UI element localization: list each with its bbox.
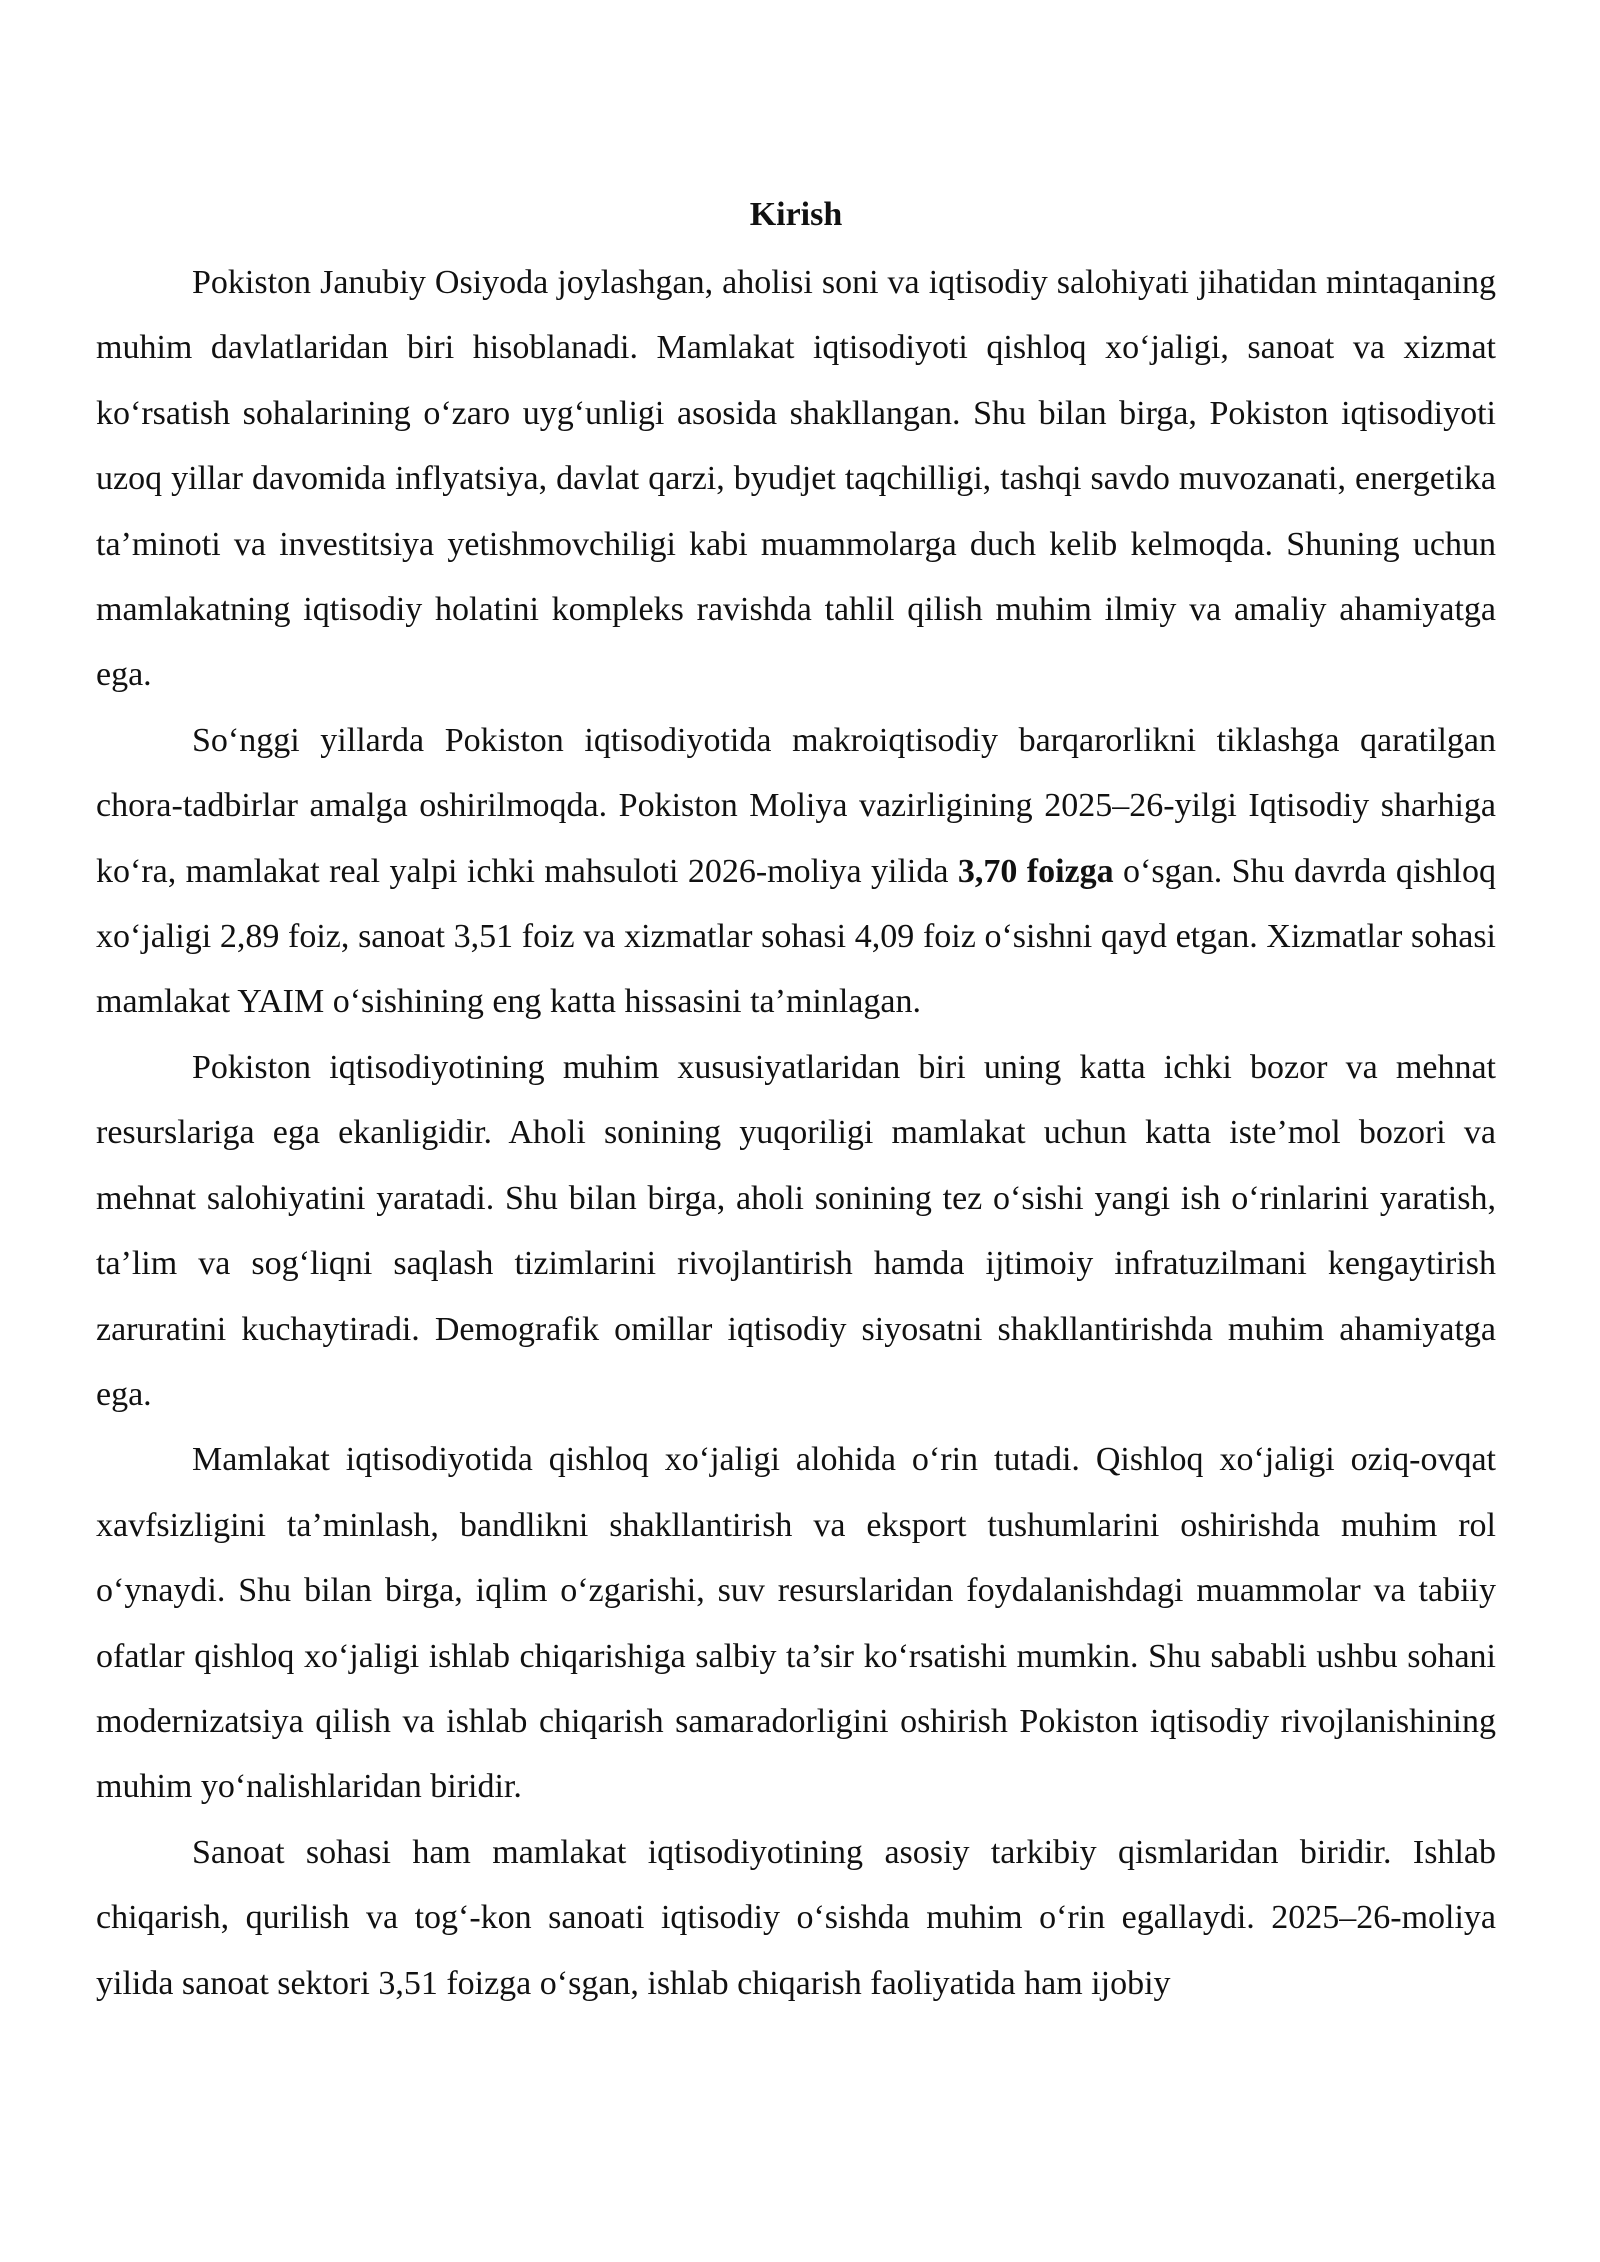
gdp-growth-figure: 3,70 foizga: [957, 852, 1114, 890]
paragraph-industry: Sanoat sohasi ham mamlakat iqtisodiyotining asosiy tarkibiy qismlaridan biridir. Ishlab chiqarish, qurilish va tog‘-kon sanoati iqtisodiy o‘sishda muhim o‘rin egallaydi. 2025–26-moliya yilida sanoat sektori 3,51 foizga o‘sgan, ishlab chiqarish faoliyatida ham ijobiy: [96, 1833, 1496, 2002]
section-heading: Kirish: [749, 196, 843, 233]
paragraph-gdp-growth: [96, 708, 1496, 1035]
paragraph-agriculture: Mamlakat iqtisodiyotida qishloq xo‘jaligi alohida o‘rin tutadi. Qishloq xo‘jaligi oziq-ovqat xavfsizligini ta’minlash, bandlikni shakllantirish va eksport tushumlarini oshirishda muhim rol o‘ynaydi. Shu bilan birga, iqlim o‘zgarishi, suv resurslaridan foydalanishdagi muammolar va tabiiy ofatlar qishloq xo‘jaligi ishlab chiqarishiga salbiy ta’sir ko‘rsatishi mumkin. Shu sababli ushbu sohani modernizatsiya qilish va ishlab chiqarish samaradorligini oshirish Pokiston iqtisodiy rivojlanishining muhim yo‘nalishlaridan biridir.: [96, 1441, 1496, 1806]
paragraph-gdp-text-after: o‘sgan. Shu davrda qishloq xo‘jaligi 2,89 foiz, sanoat 3,51 foiz va xizmatlar sohasi 4,09 foiz o‘sishni qayd etgan. Xizmatlar sohasi mamlakat YAIM o‘sishining eng katta hissasini ta’minlagan.: [96, 852, 1497, 1021]
paragraph-gdp-text-before: So‘nggi yillarda Pokiston iqtisodiyotida makroiqtisodiy barqarorlikni tiklashga qaratilgan chora-tadbirlar amalga oshirilmoqda. Pokiston Moliya vazirligining 2025–26-yilgi Iqtisodiy sharhiga ko‘ra, mamlakat real yalpi ichki mahsuloti 2026-moliya yilida: [96, 721, 1496, 890]
paragraph-intro: Pokiston Janubiy Osiyoda joylashgan, aholisi soni va iqtisodiy salohiyati jihatidan mintaqaning muhim davlatlaridan biri hisoblanadi. Mamlakat iqtisodiyoti qishloq xo‘jaligi, sanoat va xizmat ko‘rsatish sohalarining o‘zaro uyg‘unligi asosida shakllangan. Shu bilan birga, Pokiston iqtisodiyoti uzoq yillar davomida inflyatsiya, davlat qarzi, byudjet taqchilligi, tashqi savdo muvozanati, energetika ta’minoti va investitsiya yetishmovchiligi kabi muammolarga duch kelib kelmoqda. Shuning uchun mamlakatning iqtisodiy holatini kompleks ravishda tahlil qilish muhim ilmiy va amaliy ahamiyatga ega.: [96, 264, 1496, 694]
document-page: [96, 188, 1496, 2016]
paragraph-labor-market: Pokiston iqtisodiyotining muhim xususiyatlaridan biri uning katta ichki bozor va mehnat resurslariga ega ekanligidir. Aholi sonining yuqoriligi mamlakat uchun katta iste’mol bozori va mehnat salohiyatini yaratadi. Shu bilan birga, aholi sonining tez o‘sishi yangi ish o‘rinlarini yaratish, ta’lim va sog‘liqni saqlash tizimlarini rivojlantirish hamda ijtimoiy infratuzilmani kengaytirish zaruratini kuchaytiradi. Demografik omillar iqtisodiy siyosatni shakllantirishda muhim ahamiyatga ega.: [96, 1048, 1496, 1413]
